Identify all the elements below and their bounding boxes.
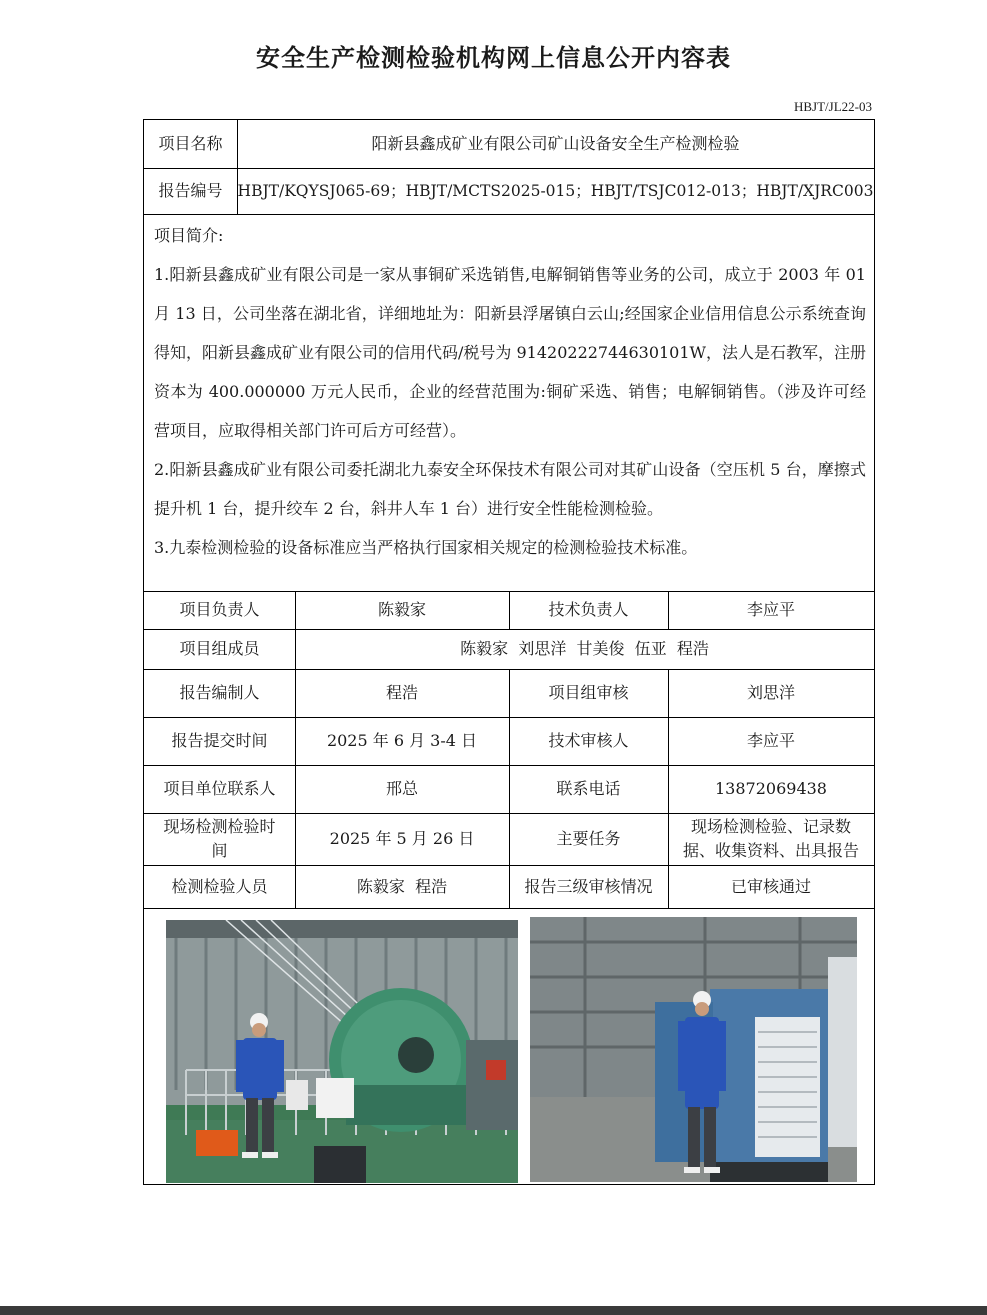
intro-heading: 项目简介:: [154, 226, 224, 245]
inspectors-value: 陈毅家 程浩: [356, 876, 448, 896]
report-number-value: HBJT/KQYSJ065-69；HBJT/MCTS2025-015；HBJT/TSJC012-013；HBJT/XJRC003: [237, 182, 874, 200]
viewer-bottom-bar: [0, 1306, 987, 1315]
group-reviewer-value: 刘思洋: [746, 683, 795, 702]
project-name-value: 阳新县鑫成矿业有限公司矿山设备安全生产检测检验: [371, 134, 740, 153]
project-leader-label: 项目负责人: [179, 600, 260, 619]
divider: [668, 669, 669, 908]
review-status-label: 报告三级审核情况: [524, 876, 653, 896]
divider: [668, 591, 669, 629]
phone-label: 联系电话: [556, 779, 621, 798]
divider: [144, 168, 874, 169]
compiler-value: 程浩: [385, 683, 418, 702]
divider: [144, 908, 874, 909]
project-leader-value: 陈毅家: [377, 600, 426, 619]
inspectors-label: 检测检验人员: [171, 876, 268, 896]
info-table: [143, 119, 875, 1185]
divider: [144, 214, 874, 215]
review-status-value: 已审核通过: [730, 876, 811, 896]
group-reviewer-label: 项目组审核: [548, 683, 629, 702]
onsite-time-label: 现场检测检验时间: [163, 817, 276, 860]
intro-paragraph-3: 3.九泰检测检验的设备标准应当严格执行国家相关规定的检测检验技术标准。: [154, 538, 698, 557]
document-number: HBJT/JL22-03: [794, 99, 872, 114]
tech-reviewer-value: 李应平: [746, 731, 795, 750]
divider: [509, 591, 510, 629]
tech-leader-label: 技术负责人: [548, 600, 629, 619]
photo-compressor-inspection: [530, 917, 857, 1182]
divider: [509, 669, 510, 908]
tech-reviewer-label: 技术审核人: [548, 731, 629, 750]
intro-paragraph-2: 2.阳新县鑫成矿业有限公司委托湖北九泰安全环保技术有限公司对其矿山设备（空压机 5 台，摩擦式提升机 1 台，提升绞车 2 台，斜井人车 1 台）进行安全性能检测检验。: [154, 460, 866, 518]
project-intro: [154, 220, 866, 567]
divider: [237, 120, 238, 214]
submit-time-label: 报告提交时间: [171, 731, 268, 750]
tech-leader-value: 李应平: [746, 600, 795, 619]
onsite-time-value: 2025 年 5 月 26 日: [329, 829, 475, 848]
photo-hoist-inspection: [166, 920, 518, 1183]
hoist-scene: [166, 920, 518, 1183]
page-title: 安全生产检测检验机构网上信息公开内容表: [256, 44, 731, 72]
divider: [144, 629, 874, 630]
compressor-scene: [530, 917, 857, 1182]
members-label: 项目组成员: [179, 639, 260, 658]
main-task-label: 主要任务: [556, 829, 621, 848]
contact-label: 项目单位联系人: [163, 779, 276, 798]
contact-value: 邢总: [385, 779, 418, 798]
submit-time-value: 2025 年 6 月 3-4 日: [326, 731, 478, 750]
divider: [295, 591, 296, 908]
members-value: 陈毅家 刘思洋 甘美俊 伍亚 程浩: [460, 639, 709, 658]
main-task-value: 现场检测检验、记录数据、收集资料、出具报告: [682, 817, 859, 860]
compiler-label: 报告编制人: [179, 683, 260, 702]
report-number-label: 报告编号: [158, 181, 223, 200]
phone-value: 13872069438: [715, 779, 827, 798]
intro-paragraph-1: 1.阳新县鑫成矿业有限公司是一家从事铜矿采选销售,电解铜销售等业务的公司，成立于 2003 年 01 月 13 日，公司坐落在湖北省，详细地址为：阳新县浮屠镇白云山;经国家企业信用信息公示系统查询得知，阳新县鑫成矿业有限公司的信用代码/税号为 91420222744630101W，法人是石教军，注册资本为 400.000000 万元人民币，企业的经营范围为:铜矿采选、销售；电解铜销售。（涉及许可经营项目，应取得相关部门许可后方可经营）。: [154, 265, 866, 440]
project-name-label: 项目名称: [158, 134, 223, 153]
